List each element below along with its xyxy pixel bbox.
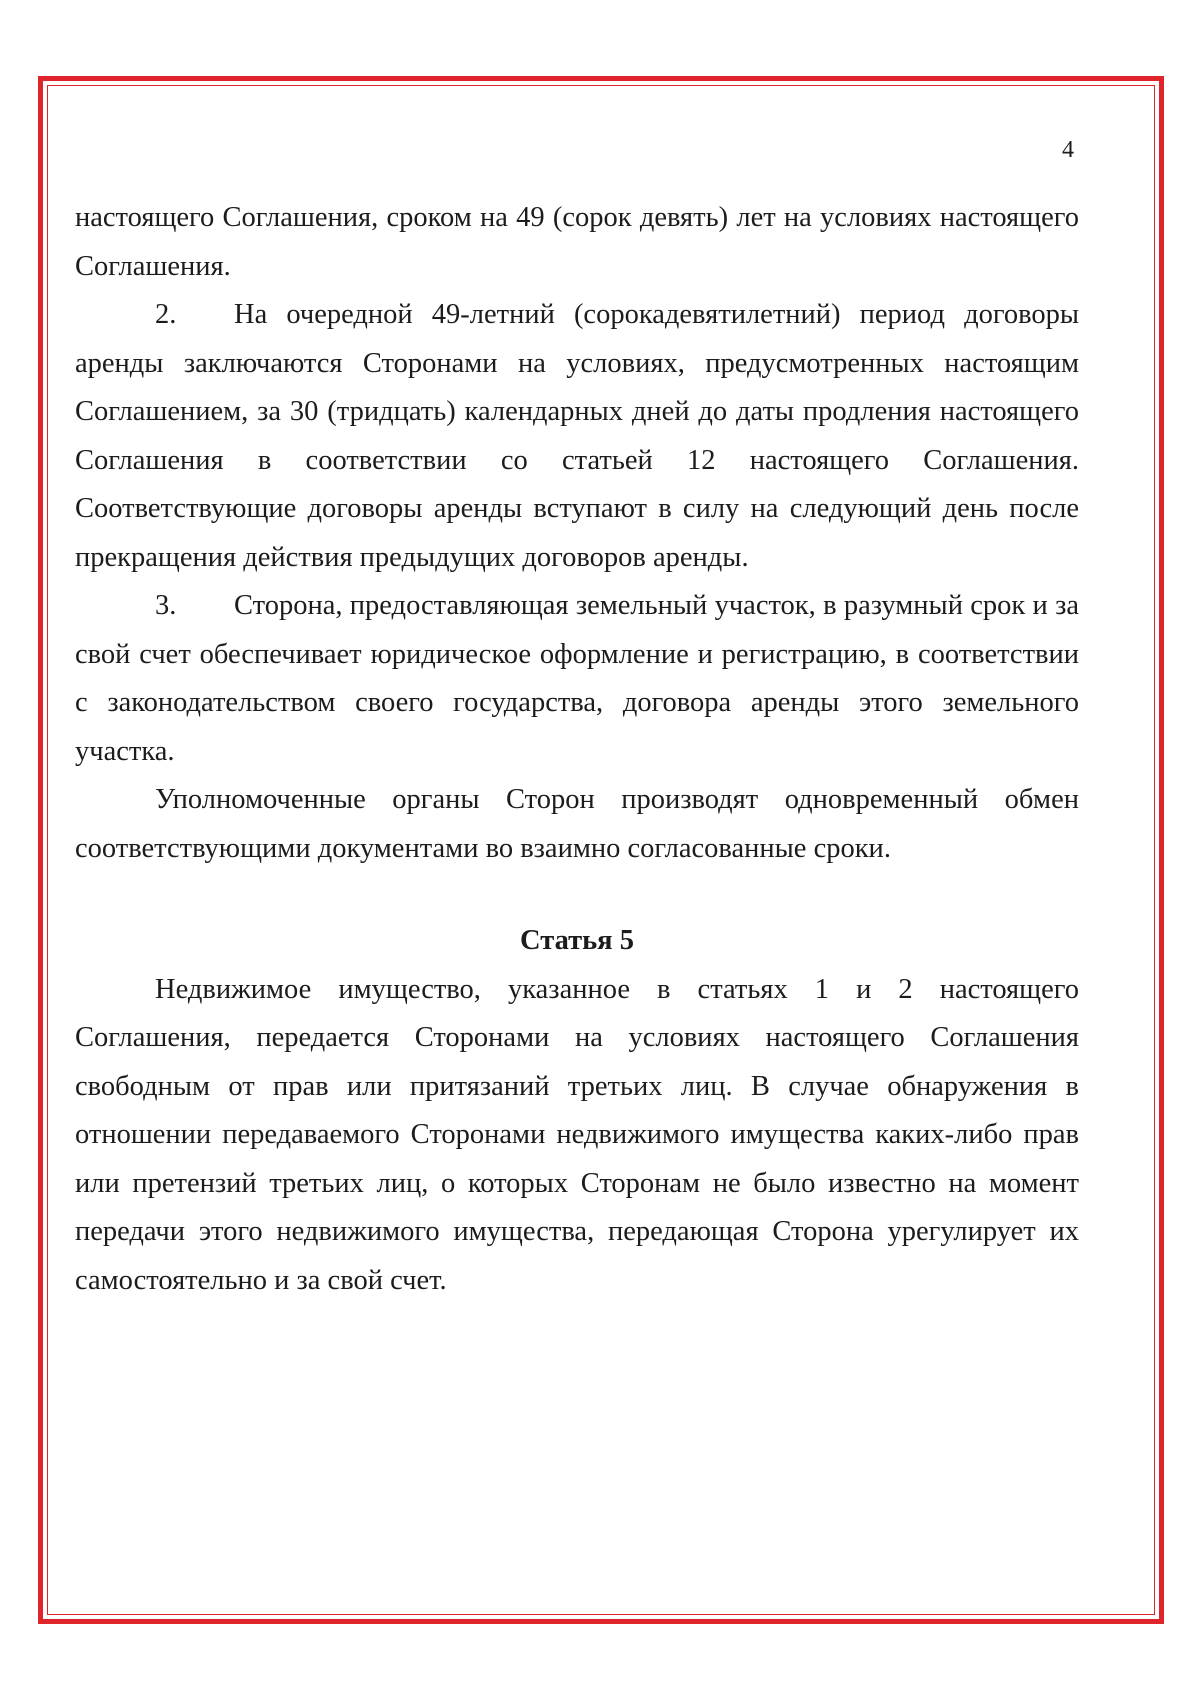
article-5-paragraph: Недвижимое имущество, указанное в статьях 1 и 2 настоящего Соглашения, передается Сторонами на условиях настоящего Соглашения свободным от прав или притязаний третьих лиц. В случае обнаружения в отношении передаваемого Сторонами недвижимого имущества каких-либо прав или претензий третьих лиц, о которых Сторонам не было известно на момент передачи этого недвижимого имущества, передающая Сторона урегулирует их самостоятельно и за свой счет. [75, 973, 1079, 1296]
exchange-paragraph: Уполномоченные органы Сторон производят одновременный обмен соответствующими документами во взаимно согласованные сроки. [75, 784, 1079, 864]
article-5-heading: Статья 5 [520, 925, 634, 956]
item-2 [75, 291, 1079, 582]
section-spacer [75, 873, 1079, 917]
page-number: 4 [1062, 137, 1074, 163]
document-body [75, 194, 1079, 1305]
item-3 [75, 582, 1079, 776]
item-3-text: Сторона, предоставляющая земельный участок, в разумный срок и за свой счет обеспечивает юридическое оформление и регистрацию, в соответствии с законодательством своего государства, договора аренды этого земельного участка. [75, 590, 1079, 767]
item-3-number: 3. [155, 590, 177, 621]
item-2-text: На очередной 49-летний (сорокадевятилетний) период договоры аренды заключаются Сторонами на условиях, предусмотренных настоящим Соглашением, за 30 (тридцать) календарных дней до даты продления настоящего Соглашения в соответствии со статьей 12 настоящего Соглашения. Соответствующие договоры аренды вступают в силу на следующий день после прекращения действия предыдущих договоров аренды. [75, 299, 1079, 573]
paragraph-continued: настоящего Соглашения, сроком на 49 (сорок девять) лет на условиях настоящего Соглашения. [75, 202, 1079, 282]
item-2-number: 2. [155, 299, 177, 330]
